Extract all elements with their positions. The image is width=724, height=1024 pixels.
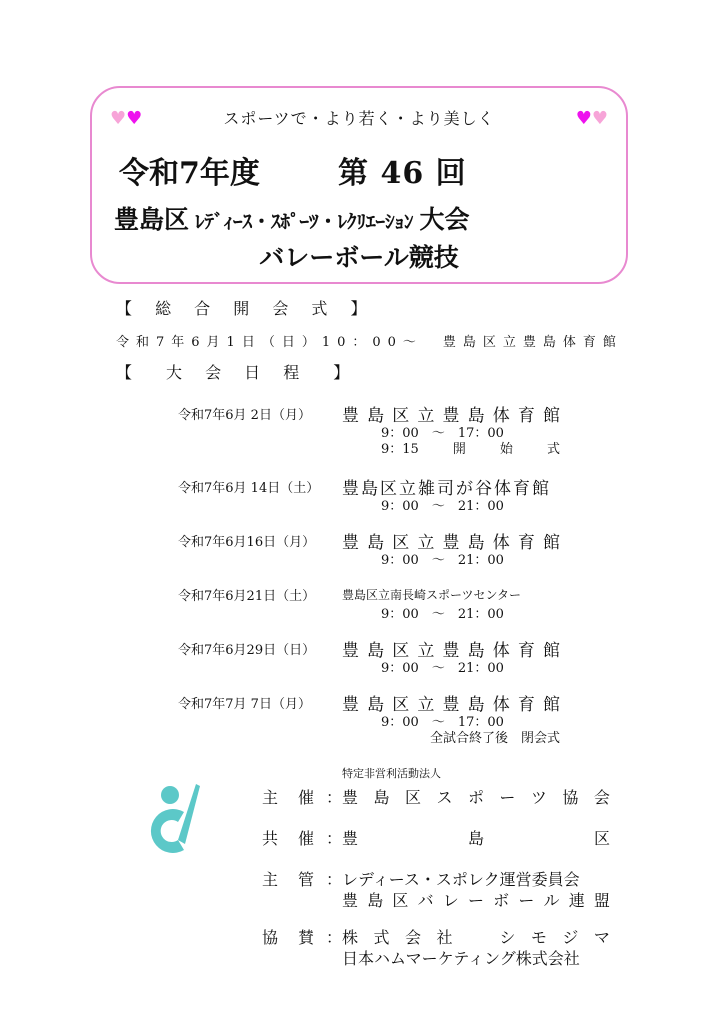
value-char: 豊 <box>342 891 359 910</box>
venue-char: 島 <box>467 695 485 715</box>
schedule-date: 令和7年6月21日（土） <box>178 589 316 604</box>
value-char: モ <box>530 928 547 947</box>
venue-char: 豊島区立雑司が谷体育館 <box>342 479 551 499</box>
value-char: ボ <box>493 891 510 910</box>
venue-char: 館 <box>543 695 560 715</box>
venue-char: 立 <box>417 533 435 553</box>
value-char: 盟 <box>593 891 610 910</box>
value-char: 区 <box>593 829 610 848</box>
sport-title: バレーボール競技 <box>259 243 459 272</box>
venue-char: 島 <box>367 641 385 661</box>
organizer-colon: ： <box>326 829 343 848</box>
organizer-value <box>342 888 610 911</box>
venue-char: 島 <box>367 533 385 553</box>
npo-label: 特定非営利活動法人 <box>342 767 441 780</box>
venue-char: 豊 <box>442 406 460 426</box>
opening-line: 令和7年6月1日（日）10：00～ 豊島区立豊島体育館 <box>116 335 623 350</box>
value-char: 社 <box>436 928 453 947</box>
value-char: 区 <box>392 891 409 910</box>
schedule-date: 令和7年6月 2日（月） <box>178 408 311 423</box>
label-char: 主 <box>262 870 279 889</box>
slogan: スポーツで・より若く・より美しく <box>223 109 495 128</box>
schedule-note <box>381 727 560 746</box>
organizer-colon: ： <box>326 788 343 807</box>
edition-title: 第 46 回 <box>338 156 467 191</box>
value-char: レディース・スポレク運営委員会 <box>342 870 580 889</box>
value-char: マ <box>593 928 610 947</box>
value-char: ツ <box>530 788 547 807</box>
value-char: 式 <box>373 928 390 947</box>
value-char: 島 <box>373 788 390 807</box>
organizer-label <box>262 925 314 948</box>
venue-char: 立 <box>417 406 435 426</box>
schedule-time: 9：00 ～ 17：00 <box>381 426 504 441</box>
value-char: 会 <box>593 788 610 807</box>
venue-char: 区 <box>392 406 410 426</box>
opening-heading: 【 総 合 開 会 式 】 <box>116 299 376 318</box>
label-char: 催 <box>297 829 314 848</box>
venue-char: 島 <box>467 533 485 553</box>
value-char: 島 <box>467 829 484 848</box>
venue-char: 豊島区立南長崎スポーツセンター <box>342 588 522 602</box>
value-char: ポ <box>467 788 484 807</box>
note-part: 全試合終了後 閉会式 <box>429 731 560 746</box>
organizer-value <box>342 925 610 948</box>
venue-char: 島 <box>367 406 385 426</box>
venue-char: 豊 <box>442 695 460 715</box>
organizer-label <box>262 826 314 849</box>
venue-char: 育 <box>517 695 535 715</box>
note-part: 開 <box>452 442 466 457</box>
schedule-time: 9：00 ～ 21：00 <box>381 607 504 622</box>
value-char: 連 <box>568 891 585 910</box>
venue-char: 豊 <box>442 533 460 553</box>
organizer-value <box>342 826 610 849</box>
organizer-value <box>342 867 610 890</box>
label-char: 協 <box>262 928 279 947</box>
sports-association-logo-icon <box>148 782 206 862</box>
note-part: 9：15 <box>381 442 419 457</box>
schedule-time: 9：00 ～ 21：00 <box>381 499 504 514</box>
schedule-time: 9：00 ～ 17：00 <box>381 715 504 730</box>
schedule-time: 9：00 ～ 21：00 <box>381 553 504 568</box>
value-char: ー <box>499 788 516 807</box>
value-char: ー <box>467 891 484 910</box>
organizer-label <box>262 785 314 808</box>
value-char: 島 <box>367 891 384 910</box>
event-middle: ﾚﾃﾞｨｰｽ・ｽﾎﾟｰﾂ・ﾚｸﾘｴｰｼｮﾝ <box>195 211 414 233</box>
schedule-time: 9：00 ～ 21：00 <box>381 661 504 676</box>
venue-char: 立 <box>417 641 435 661</box>
value-char: 協 <box>562 788 579 807</box>
schedule-date: 令和7年6月29日（日） <box>178 643 316 658</box>
venue-char: 育 <box>517 641 535 661</box>
header-box <box>90 86 628 284</box>
schedule-date: 令和7年6月 14日（土） <box>178 481 320 496</box>
organizer-colon: ： <box>326 870 343 889</box>
venue-char: 館 <box>543 533 560 553</box>
schedule-venue <box>342 586 560 603</box>
venue-char: 育 <box>517 533 535 553</box>
venue-char: 豊 <box>442 641 460 661</box>
venue-char: 区 <box>392 641 410 661</box>
hearts-right-icon: ♥♥ <box>575 108 608 129</box>
schedule-date: 令和7年7月 7日（月） <box>178 697 311 712</box>
event-title <box>114 200 470 236</box>
value-char: 豊 <box>342 829 359 848</box>
value-char: バ <box>417 891 434 910</box>
note-part: 始 <box>499 442 513 457</box>
value-char: ー <box>518 891 535 910</box>
venue-char: 豊 <box>342 533 359 553</box>
label-char: 管 <box>297 870 314 889</box>
venue-char: 豊 <box>342 641 359 661</box>
venue-char: 区 <box>392 533 410 553</box>
year-title: 令和7年度 <box>119 156 260 191</box>
organizer-label <box>262 867 314 890</box>
value-char: ジ <box>562 928 579 947</box>
venue-char: 館 <box>543 406 560 426</box>
value-char: 株 <box>342 928 359 947</box>
schedule-heading: 【 大 会 日 程 】 <box>116 363 359 382</box>
venue-char: 体 <box>492 641 510 661</box>
venue-char: 体 <box>492 533 510 553</box>
label-char: 共 <box>262 829 279 848</box>
value-char <box>468 925 484 948</box>
venue-char: 島 <box>467 406 485 426</box>
organizer-value <box>342 785 610 808</box>
value-char: ル <box>543 891 560 910</box>
venue-char: 豊 <box>342 695 359 715</box>
schedule-note <box>381 438 560 457</box>
venue-char: 豊 <box>342 406 359 426</box>
value-char: ス <box>436 788 453 807</box>
venue-char: 体 <box>492 406 510 426</box>
venue-char: 館 <box>543 641 560 661</box>
event-prefix: 豊島区 <box>114 205 190 234</box>
schedule-date: 令和7年6月16日（月） <box>178 535 316 550</box>
venue-char: 島 <box>467 641 485 661</box>
label-char: 賛 <box>297 928 314 947</box>
venue-char: 区 <box>392 695 410 715</box>
organizer-colon: ： <box>326 928 343 947</box>
note-part: 式 <box>546 442 560 457</box>
value-char: 会 <box>404 928 421 947</box>
venue-char: 島 <box>367 695 385 715</box>
value-char: シ <box>499 928 516 947</box>
venue-char: 体 <box>492 695 510 715</box>
hearts-left-icon: ♥♥ <box>110 108 143 129</box>
organizer-value <box>342 946 610 969</box>
value-char: 日本ハムマーケティング株式会社 <box>342 949 580 968</box>
value-char: レ <box>442 891 459 910</box>
value-char: 豊 <box>342 788 359 807</box>
label-char: 主 <box>262 788 279 807</box>
venue-char: 立 <box>417 695 435 715</box>
label-char: 催 <box>297 788 314 807</box>
venue-char: 育 <box>517 406 535 426</box>
value-char: 区 <box>404 788 421 807</box>
event-suffix: 大会 <box>419 205 470 234</box>
